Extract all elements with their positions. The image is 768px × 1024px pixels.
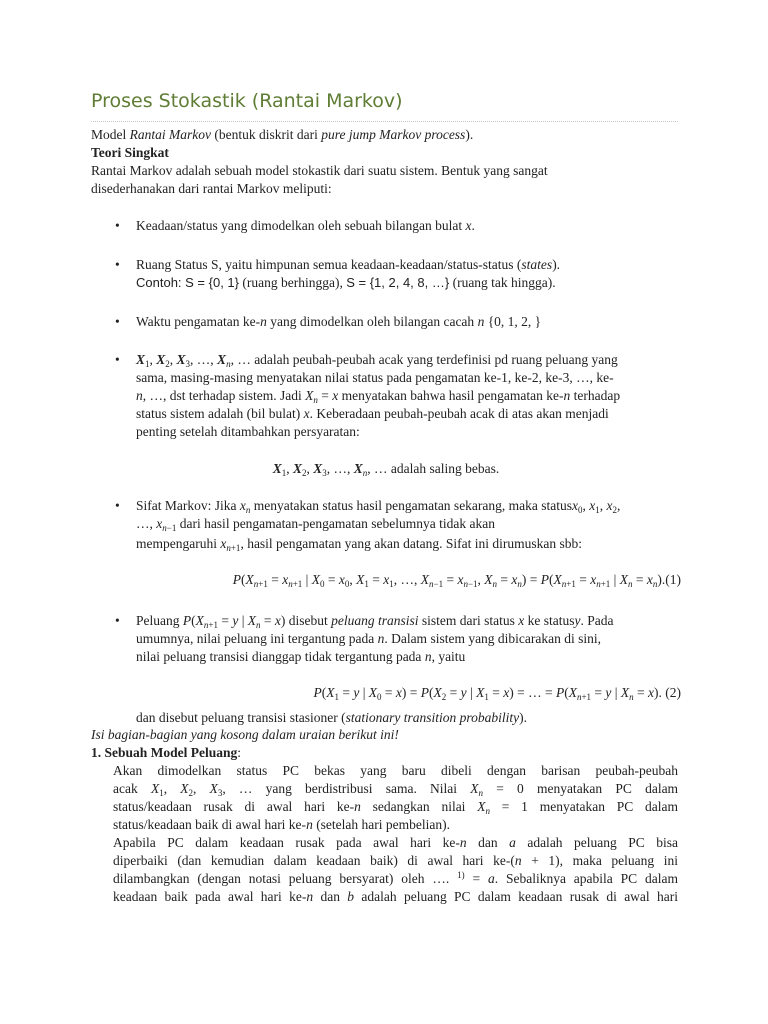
page-title: Proses Stokastik (Rantai Markov) (91, 90, 403, 112)
bullet-marker: • (115, 257, 120, 272)
bullet-6-line-3: nilai peluang transisi dianggap tidak tergantung pada n, yaitu (136, 649, 466, 664)
bullet-1-text: Keadaan/status yang dimodelkan oleh sebuah bilangan bulat x. (136, 218, 475, 233)
bullet-5-line-2: …, $x_{n-1}$ dari hasil pengamatan-pengamatan sebelumnya tidak akan (136, 516, 495, 533)
bullet-4-line-2: sama, masing-masing menyatakan nilai status pada pengamatan ke-1, ke-2, ke-3, …, ke- (136, 370, 614, 385)
bullet-6-line-2: umumnya, nilai peluang ini tergantung pada n. Dalam sistem yang dibicarakan di sini, (136, 631, 602, 646)
bullet-4-line-3: n, …, dst terhadap sistem. Jadi $X_n = x$ menyatakan bahwa hasil pengamatan ke-n terhadap (136, 388, 621, 405)
bullet-5-line-1: Sifat Markov: Jika $x_n$ menyatakan status hasil pengamatan sekarang, maka statusx$_0$, $x_1$, $x_2$, (136, 498, 621, 515)
exercise-p1-line-4: status/keadaan baik di awal hari ke-n (setelah hari pembelian). (113, 817, 451, 832)
bullet-marker: • (115, 352, 120, 367)
exercise-p1-line-2: acak $X_1$, $X_2$, $X_3$, … yang berdistribusi sama. Nilai $X_n = 0$ menyatakan PC dalam (113, 781, 679, 798)
exercise-p2-line-4: keadaan baik pada awal hari ke-n dan b adalah peluang PC dalam keadaan rusak di awal hari (113, 889, 679, 904)
bullet-6-line-1: Peluang $P(X_{n+1} = y$ | $X_n = x$) disebut peluang transisi sistem dari status x ke statusy. Pada (136, 613, 614, 630)
intro-paragraph-line-2: disederhanakan dari rantai Markov meliputi: (91, 181, 332, 196)
equation-number-2: (2) (665, 685, 681, 700)
exercise-instruction: Isi bagian-bagian yang kosong dalam uraian berikut ini! (91, 727, 399, 742)
intro-paragraph-line-1: Rantai Markov adalah sebuah model stokastik dari suatu sistem. Bentuk yang sangat (91, 163, 548, 178)
exercise-p2-line-3: dilambangkan (dengan notasi peluang bersyarat) oleh …. $^{1)}$ = a. Sebaliknya apabila PC dalam (113, 870, 679, 886)
stationary-transition-equation: $P(X_1 = y$ | $X_0 = x) = P(X_2 = y$ | $X_1 = x$) = … = $P(X_{n+1} = y$ | $X_n = x$). (2) (313, 685, 681, 702)
bullet-2-line-1: Ruang Status S, yaitu himpunan semua keadaan-keadaan/status-status (states). (136, 257, 561, 272)
intro-model-line: Model Rantai Markov (bentuk diskrit dari pure jump Markov process). (91, 127, 474, 142)
equation-number-1: (1) (665, 572, 681, 587)
teori-heading: Teori Singkat (91, 145, 169, 160)
exercise-p2-line-2: diperbaiki (dan kemudian dalam keadaan baik) di awal hari ke-(n + 1), maka peluang ini (113, 853, 678, 868)
bullet-2-line-2: Contoh: S = {0, 1} (ruang berhingga), S = {1, 2, 4, 8, …} (ruang tak hingga). (136, 275, 556, 290)
exercise-p2-line-1: Apabila PC dalam keadaan rusak pada awal hari ke-n dan a adalah peluang PC bisa (113, 835, 679, 850)
exercise-p1-line-3: status/keadaan rusak di awal hari ke-n sedangkan nilai $X_n = 1$ menyatakan PC dalam (113, 799, 679, 816)
bullet-marker: • (115, 613, 120, 628)
bullet-4-line-4: status sistem adalah (bil bulat) x. Keberadaan peubah-peubah acak di atas akan menjadi (136, 406, 609, 421)
bullet-marker: • (115, 498, 120, 513)
exercise-heading: 1. Sebuah Model Peluang: (91, 745, 242, 760)
bullet-4-line-5: penting setelah ditambahkan persyaratan: (136, 424, 360, 439)
bullet-6-after: dan disebut peluang transisi stasioner (stationary transition probability). (136, 710, 527, 725)
bullet-3-text: Waktu pengamatan ke-n yang dimodelkan oleh bilangan cacah n {0, 1, 2, } (136, 314, 542, 329)
bullet-marker: • (115, 218, 120, 233)
exercise-p1-line-1: Akan dimodelkan status PC bekas yang baru dibeli dengan barisan peubah-peubah (113, 763, 678, 778)
bullet-marker: • (115, 314, 120, 329)
bullet-5-line-3: mempengaruhi $x_{n+1}$, hasil pengamatan yang akan datang. Sifat ini dirumuskan sbb: (136, 536, 582, 553)
markov-property-equation: $P(X_{n+1} = x_{n+1}$ | $X_0 = x_0$, $X_1 = x_1$, …, $X_{n-1} = x_{n-1}$, $X_n = x_n) = P(X_{n+1} = x_{n+1}$ | $X_n = x_n).(1)$ (232, 572, 681, 589)
title-divider (91, 121, 678, 122)
independence-equation: $X_1$, $X_2$, $X_3$, …, $X_n$, … adalah saling bebas. (272, 461, 500, 478)
bullet-4-line-1: $X_1$, $X_2$, $X_3$, …, $X_n$, … adalah peubah-peubah acak yang terdefinisi pd ruang peluang yang (136, 352, 618, 369)
